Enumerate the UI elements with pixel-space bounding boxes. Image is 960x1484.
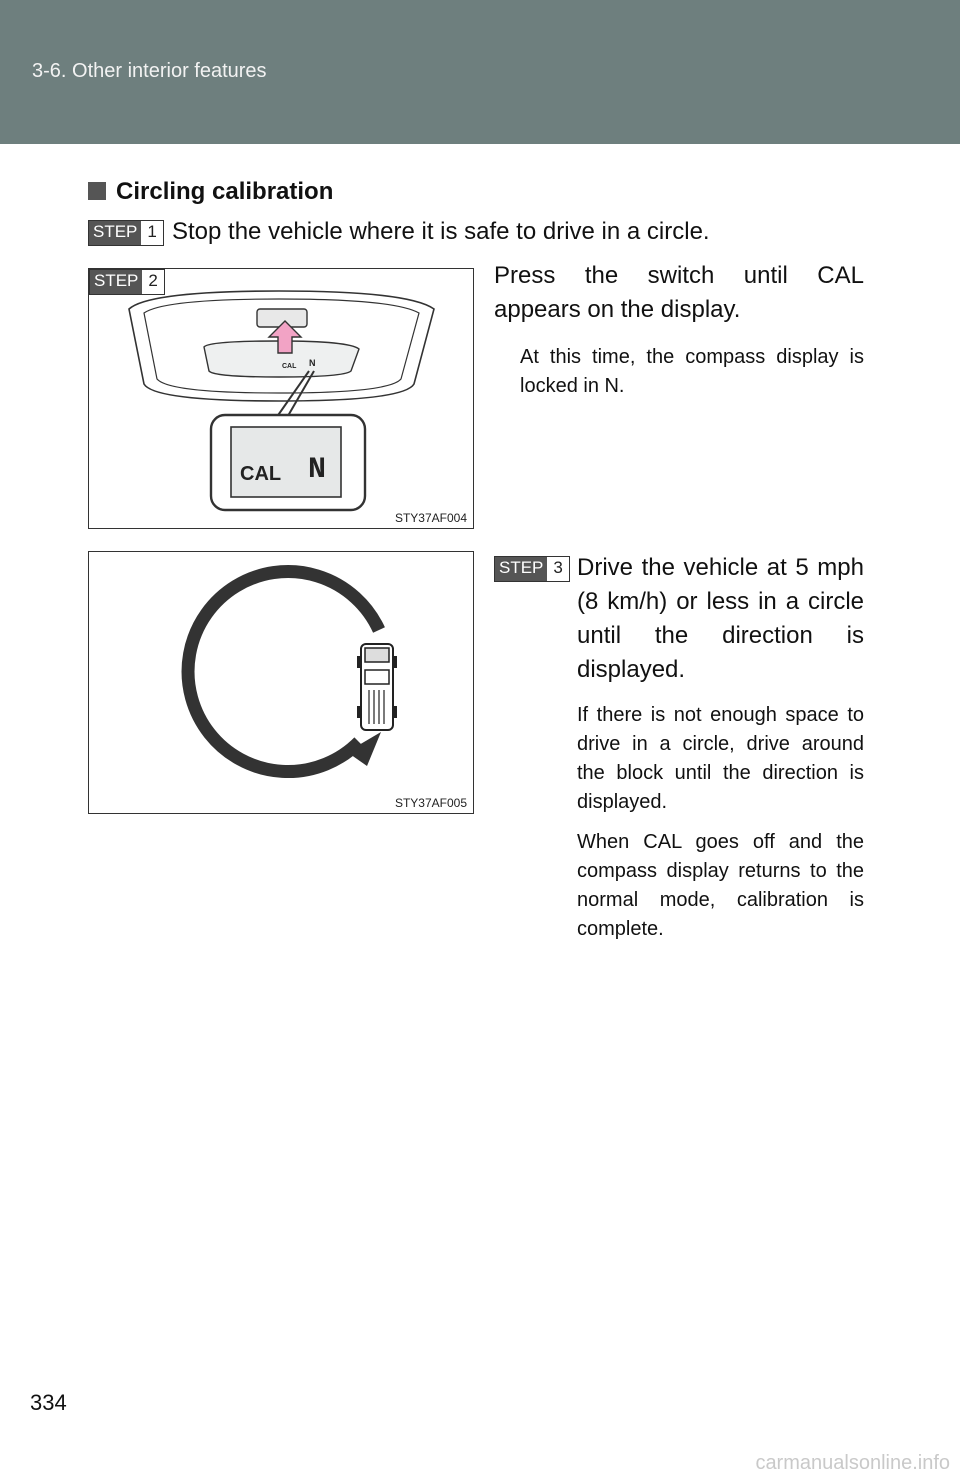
display-small-cal: CAL: [282, 363, 297, 370]
step3-badge: [494, 556, 570, 582]
display-small-dir: N: [309, 358, 316, 368]
step3-note2: When CAL goes off and the compass display returns to the normal mode, calibration is complete.: [577, 831, 864, 940]
display-cal-text: CAL: [240, 463, 282, 485]
figure-compass-display: [88, 268, 474, 529]
callout-line: [274, 371, 309, 421]
step1-badge: [88, 220, 164, 246]
step1-text: Stop the vehicle where it is safe to drive in a circle.: [172, 218, 710, 245]
step-number: 3: [547, 557, 568, 581]
mirror-illustration: [89, 269, 473, 528]
step2-text: Press the switch until CAL appears on the display.: [494, 262, 864, 323]
circle-illustration: [89, 552, 473, 813]
figure-code: STY37AF004: [394, 511, 467, 525]
section-title: 3-6. Other interior features: [32, 60, 267, 82]
step-number: 1: [141, 221, 162, 245]
square-bullet-icon: [88, 182, 106, 200]
truck-icon: [357, 644, 397, 730]
step-word: STEP: [495, 557, 547, 581]
display-dir-text: N: [308, 453, 327, 487]
step-number: 2: [142, 270, 163, 294]
step-word: STEP: [90, 270, 142, 294]
step3-note1: If there is not enough space to drive in a circle, drive around the block until the direction is displayed.: [577, 704, 864, 813]
step2-note: At this time, the compass display is locked in N.: [520, 346, 864, 397]
watermark: carmanualsonline.info: [755, 1452, 950, 1474]
heading-text: Circling calibration: [116, 178, 334, 205]
page-number: 334: [30, 1390, 67, 1415]
circle-arrowhead-icon: [347, 732, 381, 766]
step-word: STEP: [89, 221, 141, 245]
figure-code: STY37AF005: [394, 796, 467, 810]
page-header: [0, 0, 960, 144]
callout-line: [285, 371, 314, 421]
section-heading: [88, 178, 333, 206]
circle-path: [188, 572, 379, 772]
step3-text: Drive the vehicle at 5 mph (8 km/h) or less in a circle until the direction is displayed.: [577, 554, 864, 683]
figure-circle-driving: [88, 551, 474, 814]
